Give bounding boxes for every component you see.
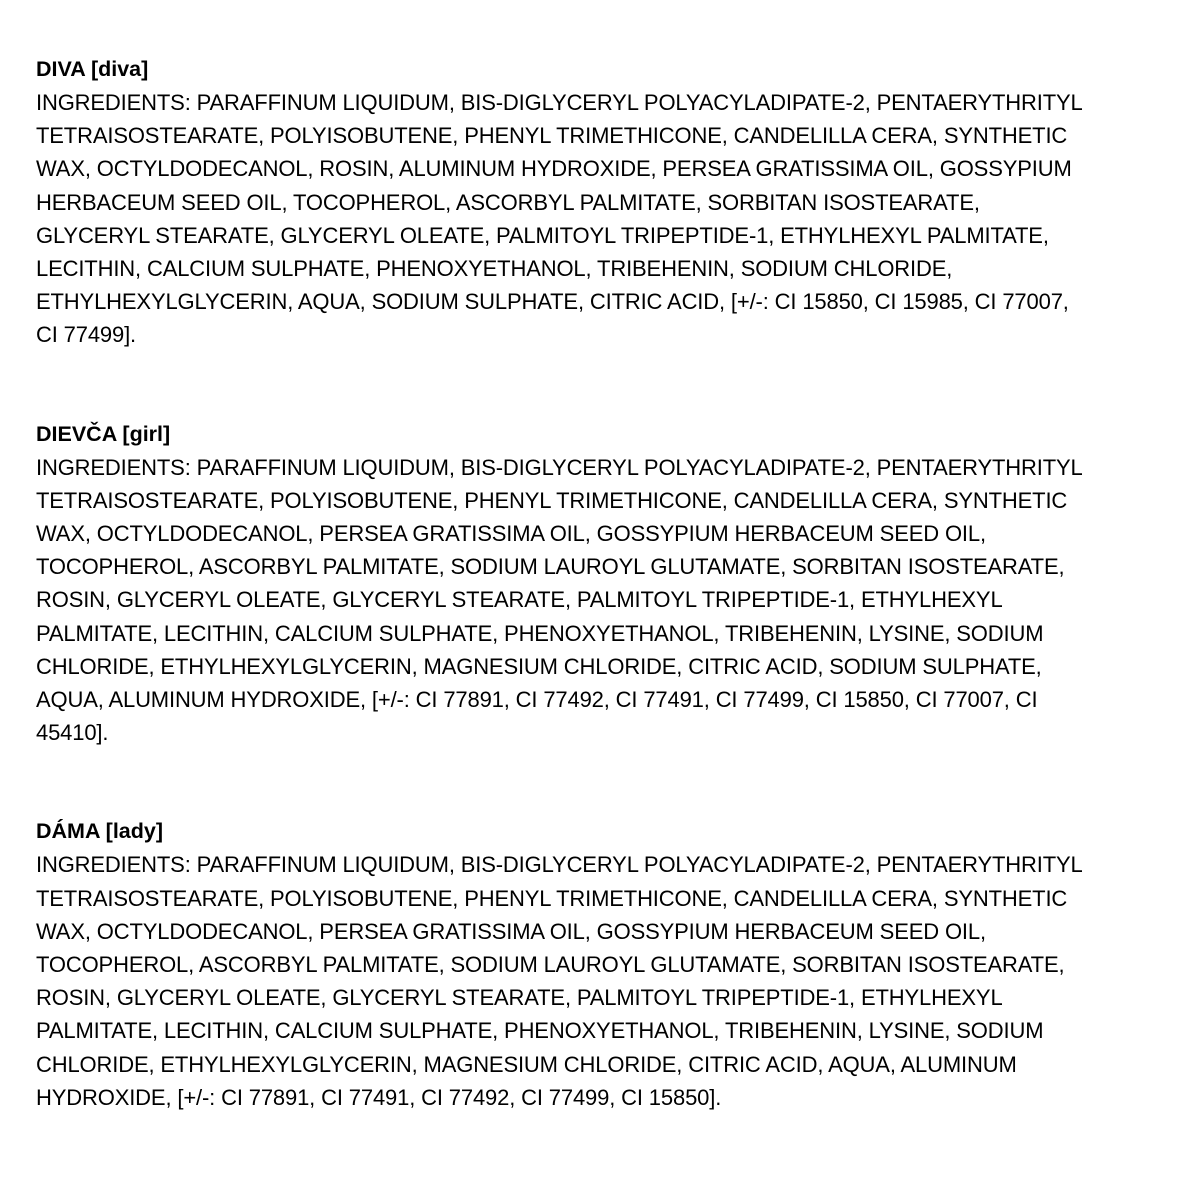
ingredients-line: WAX, OCTYLDODECANOL, PERSEA GRATISSIMA OIL, GOSSYPIUM HERBACEUM SEED OIL, xyxy=(36,521,986,547)
ingredients-line: ROSIN, GLYCERYL OLEATE, GLYCERYL STEARATE, PALMITOYL TRIPEPTIDE-1, ETHYLHEXYL xyxy=(36,985,1003,1011)
ingredients-line: WAX, OCTYLDODECANOL, PERSEA GRATISSIMA OIL, GOSSYPIUM HERBACEUM SEED OIL, xyxy=(36,918,986,944)
ingredients-line: TOCOPHEROL, ASCORBYL PALMITATE, SODIUM LAUROYL GLUTAMATE, SORBITAN ISOSTEARATE, xyxy=(36,554,1065,580)
product-section-dama xyxy=(36,815,1186,1114)
ingredients-line: INGREDIENTS: PARAFFINUM LIQUIDUM, BIS-DIGLYCERYL POLYACYLADIPATE-2, PENTAERYTHRITYL xyxy=(36,454,1083,480)
ingredients-line: CI 77499]. xyxy=(36,322,137,348)
ingredients-line: GLYCERYL STEARATE, GLYCERYL OLEATE, PALMITOYL TRIPEPTIDE-1, ETHYLHEXYL PALMITATE, xyxy=(36,222,1049,248)
ingredients-line: 45410]. xyxy=(36,720,109,746)
ingredients-line: CHLORIDE, ETHYLHEXYLGLYCERIN, MAGNESIUM CHLORIDE, CITRIC ACID, AQUA, ALUMINUM xyxy=(36,1051,1017,1077)
ingredients-line: ROSIN, GLYCERYL OLEATE, GLYCERYL STEARATE, PALMITOYL TRIPEPTIDE-1, ETHYLHEXYL xyxy=(36,587,1003,613)
ingredients-line: TETRAISOSTEARATE, POLYISOBUTENE, PHENYL TRIMETHICONE, CANDELILLA CERA, SYNTHETIC xyxy=(36,885,1068,911)
product-title: DÁMA [lady] xyxy=(36,819,164,844)
ingredients-list xyxy=(36,848,1186,1114)
ingredients-line: PALMITATE, LECITHIN, CALCIUM SULPHATE, PHENOXYETHANOL, TRIBEHENIN, LYSINE, SODIUM xyxy=(36,620,1044,646)
ingredients-list xyxy=(36,86,1186,352)
product-section-diva xyxy=(36,53,1186,352)
ingredients-line: TOCOPHEROL, ASCORBYL PALMITATE, SODIUM LAUROYL GLUTAMATE, SORBITAN ISOSTEARATE, xyxy=(36,952,1065,978)
product-title: DIEVČA [girl] xyxy=(36,421,171,446)
ingredients-line: AQUA, ALUMINUM HYDROXIDE, [+/-: CI 77891, CI 77492, CI 77491, CI 77499, CI 15850, CI 77007, CI xyxy=(36,687,1038,713)
ingredients-line: LECITHIN, CALCIUM SULPHATE, PHENOXYETHANOL, TRIBEHENIN, SODIUM CHLORIDE, xyxy=(36,256,953,282)
ingredients-line: CHLORIDE, ETHYLHEXYLGLYCERIN, MAGNESIUM CHLORIDE, CITRIC ACID, SODIUM SULPHATE, xyxy=(36,653,1042,679)
product-section-dievca xyxy=(36,418,1186,750)
ingredients-line: WAX, OCTYLDODECANOL, ROSIN, ALUMINUM HYDROXIDE, PERSEA GRATISSIMA OIL, GOSSYPIUM xyxy=(36,156,1072,182)
ingredients-line: INGREDIENTS: PARAFFINUM LIQUIDUM, BIS-DIGLYCERYL POLYACYLADIPATE-2, PENTAERYTHRITYL xyxy=(36,852,1083,878)
ingredients-line: INGREDIENTS: PARAFFINUM LIQUIDUM, BIS-DIGLYCERYL POLYACYLADIPATE-2, PENTAERYTHRITYL xyxy=(36,90,1083,115)
ingredients-line: HERBACEUM SEED OIL, TOCOPHEROL, ASCORBYL PALMITATE, SORBITAN ISOSTEARATE, xyxy=(36,189,980,215)
ingredients-line: TETRAISOSTEARATE, POLYISOBUTENE, PHENYL TRIMETHICONE, CANDELILLA CERA, SYNTHETIC xyxy=(36,123,1068,149)
ingredients-line: HYDROXIDE, [+/-: CI 77891, CI 77491, CI 77492, CI 77499, CI 15850]. xyxy=(36,1084,722,1110)
product-title: DIVA [diva] xyxy=(36,57,149,81)
ingredients-document xyxy=(36,53,1186,1114)
ingredients-list xyxy=(36,451,1186,750)
ingredients-line: TETRAISOSTEARATE, POLYISOBUTENE, PHENYL TRIMETHICONE, CANDELILLA CERA, SYNTHETIC xyxy=(36,487,1068,513)
ingredients-line: ETHYLHEXYLGLYCERIN, AQUA, SODIUM SULPHATE, CITRIC ACID, [+/-: CI 15850, CI 15985, CI 77007, xyxy=(36,289,1069,315)
ingredients-line: PALMITATE, LECITHIN, CALCIUM SULPHATE, PHENOXYETHANOL, TRIBEHENIN, LYSINE, SODIUM xyxy=(36,1018,1044,1044)
